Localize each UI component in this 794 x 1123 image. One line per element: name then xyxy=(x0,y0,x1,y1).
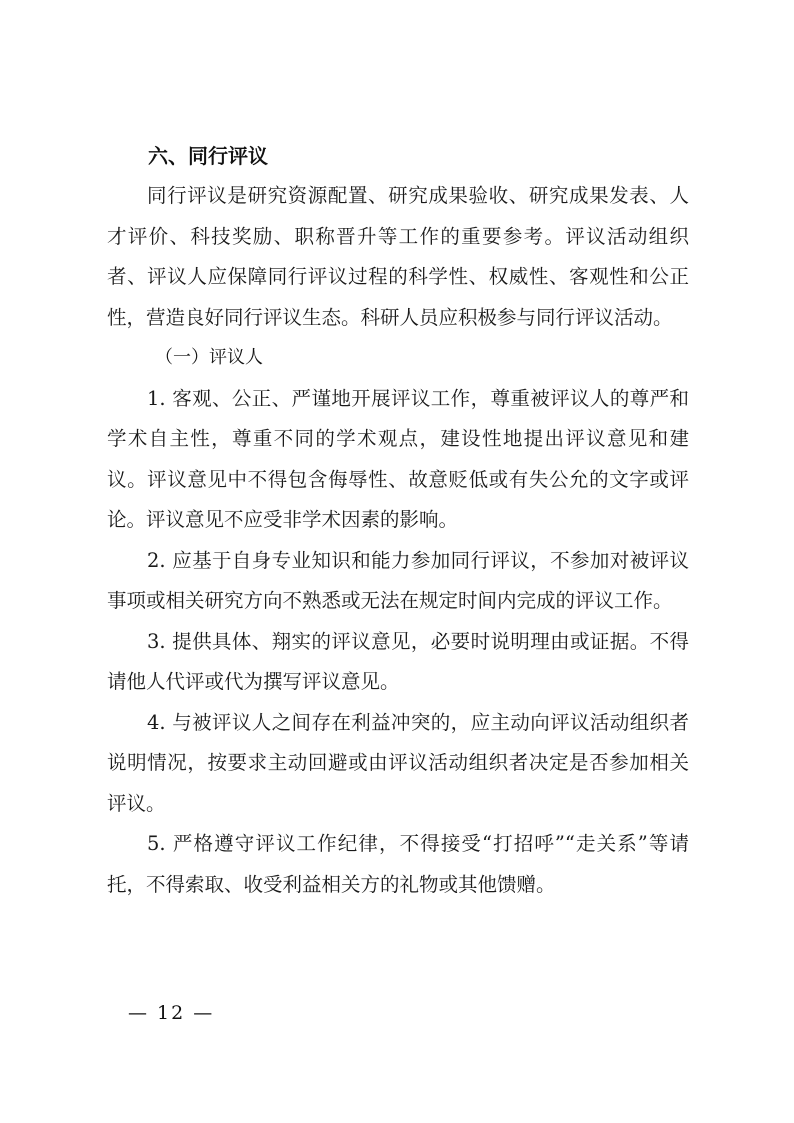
list-item: 4. 与被评议人之间存在利益冲突的，应主动向评议活动组织者说明情况，按要求主动回避或由评议活动组织者决定是否参加相关评议。 xyxy=(107,710,689,815)
subsection-heading: （一）评议人 xyxy=(155,347,263,368)
body-text xyxy=(107,176,689,905)
list-item: 5. 严格遵守评议工作纪律，不得接受“打招呼”“走关系”等请托，不得索取、收受利益相关方的礼物或其他馈赠。 xyxy=(107,832,689,896)
list-item: 2. 应基于自身专业知识和能力参加同行评议，不参加对被评议事项或相关研究方向不熟悉或无法在规定时间内完成的评议工作。 xyxy=(107,548,689,612)
page-number: — 12 — xyxy=(128,1002,215,1024)
section-heading: 六、同行评议 xyxy=(148,144,268,168)
list-item: 1. 客观、公正、严谨地开展评议工作，尊重被评议人的尊严和学术自主性，尊重不同的学术观点，建设性地提出评议意见和建议。评议意见中不得包含侮辱性、故意贬低或有失公允的文字或评论。评议意见不应受非学术因素的影响。 xyxy=(107,386,689,531)
list-item: 3. 提供具体、翔实的评议意见，必要时说明理由或证据。不得请他人代评或代为撰写评议意见。 xyxy=(107,629,689,693)
intro-paragraph: 同行评议是研究资源配置、研究成果验收、研究成果发表、人才评价、科技奖励、职称晋升等工作的重要参考。评议活动组织者、评议人应保障同行评议过程的科学性、权威性、客观性和公正性，营造良好同行评议生态。科研人员应积极参与同行评议活动。 xyxy=(107,184,689,329)
